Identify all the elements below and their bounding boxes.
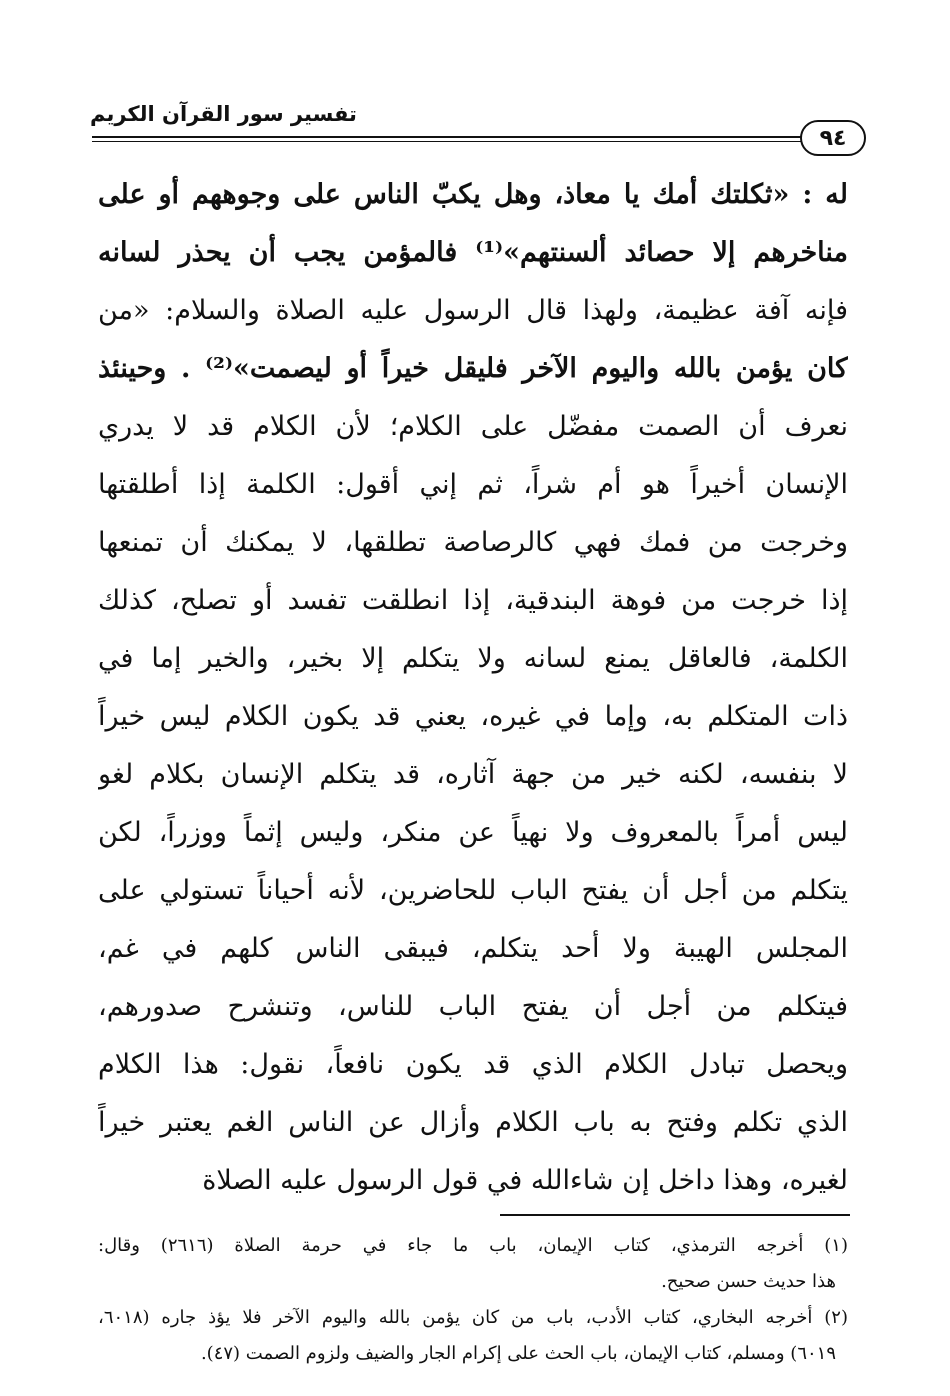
header-rule-thin — [92, 141, 810, 142]
footnote-line: هذا حديث حسن صحيح. — [661, 1271, 836, 1292]
footnote-line: (١) أخرجه الترمذي، كتاب الإيمان، باب ما جاء في حرمة الصلاة (٢٦١٦) وقال: — [98, 1235, 848, 1256]
footnote-rule — [500, 1214, 850, 1216]
page-number: ٩٤ — [819, 125, 847, 151]
text-line: المجلس الهيبة ولا أحد يتكلم، فيبقى الناس كلهم في غم، — [98, 933, 848, 964]
text-line: له : «ثكلتك أمك يا معاذ، وهل يكبّ الناس على وجوههم أو على — [98, 179, 848, 210]
text-line: لا بنفسه، لكنه خير من جهة آثاره، قد يتكلم الإنسان بكلام لغو — [98, 759, 848, 790]
text-line: الكلمة، فالعاقل يمنع لسانه ولا يتكلم إلا بخير، والخير إما في — [98, 643, 848, 674]
text-line: ليس أمراً بالمعروف ولا نهياً عن منكر، وليس إثماً ووزراً، لكن — [98, 817, 848, 848]
text-line: لغيره، وهذا داخل إن شاءالله في قول الرسول عليه الصلاة — [202, 1165, 848, 1196]
text-line: الذي تكلم وفتح به باب الكلام وأزال عن الناس الغم يعتبر خيراً — [98, 1107, 848, 1138]
header-rule — [92, 136, 810, 138]
text-line: ويحصل تبادل الكلام الذي قد يكون نافعاً، نقول: هذا الكلام — [98, 1049, 848, 1080]
page-number-badge — [800, 120, 866, 156]
running-title: تفسير سور القرآن الكريم — [90, 102, 357, 126]
text-line: يتكلم من أجل أن يفتح الباب للحاضرين، لأنه أحياناً تستولي على — [98, 875, 848, 906]
text-line: إذا خرجت من فوهة البندقية، إذا انطلقت تفسد أو تصلح، كذلك — [98, 585, 848, 616]
footnote-line: (٢) أخرجه البخاري، كتاب الأدب، باب من كان يؤمن بالله واليوم الآخر فلا يؤذ جاره (٦٠١٨، — [98, 1307, 848, 1328]
text-line: فيتكلم من أجل أن يفتح الباب للناس، وتنشرح صدورهم، — [98, 991, 848, 1022]
text-line: نعرف أن الصمت مفضّل على الكلام؛ لأن الكلام قد لا يدري — [98, 411, 848, 442]
footnote-line: ٦٠١٩) ومسلم، كتاب الإيمان، باب الحث على إكرام الجار والضيف ولزوم الصمت (٤٧). — [200, 1343, 836, 1364]
text-line: فإنه آفة عظيمة، ولهذا قال الرسول عليه الصلاة والسلام: «من — [98, 295, 848, 326]
text-line: كان يؤمن بالله واليوم الآخر فليقل خيراً أو ليصمت»⁽²⁾ . وحينئذ — [98, 353, 848, 384]
text-line: ذات المتكلم به، وإما في غيره، يعني قد يكون الكلام ليس خيراً — [98, 701, 848, 732]
text-line: الإنسان أخيراً هو أم شراً، ثم إني أقول: الكلمة إذا أطلقتها — [98, 469, 848, 500]
text-line: وخرجت من فمك فهي كالرصاصة تطلقها، لا يمكنك أن تمنعها — [98, 527, 848, 558]
text-line: مناخرهم إلا حصائد ألسنتهم»⁽¹⁾ فالمؤمن يجب أن يحذر لسانه — [98, 237, 848, 268]
